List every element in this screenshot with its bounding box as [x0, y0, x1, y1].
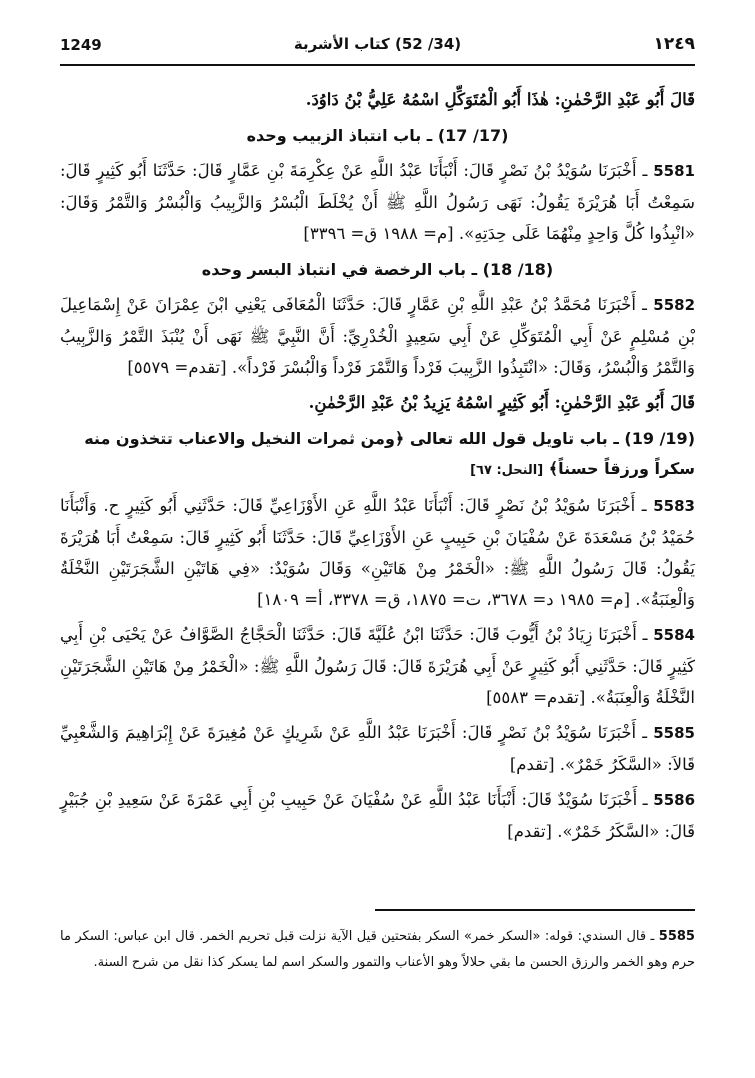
- hadith-5585: [60, 717, 695, 780]
- page-number-latin: 1249: [60, 36, 102, 54]
- hadith-number: 5585: [653, 724, 695, 742]
- hadith-text: ـ أَخْبَرَنَا سُوَيْدٌ قَالَ: أَنْبَأَنَا عَبْدُ اللَّهِ عَنْ سُفْيَانَ عَنْ حَبِيبِ بْنِ أَبِي عَمْرَةَ عَنْ سَعِيدِ بْنِ جُبَيْرٍ قَالَ: «السَّكَرُ خَمْرٌ». [تقدم]: [60, 790, 695, 841]
- page-header: [60, 30, 695, 66]
- hadith-number: 5581: [653, 162, 695, 180]
- hadith-number: 5584: [653, 626, 695, 644]
- commentary-line: قَالَ أَبُو عَبْدِ الرَّحْمٰنِ: أَبُو كَثِيرٍ اسْمُهُ يَزِيدُ بْنُ عَبْدِ الرَّحْمٰنِ.: [308, 393, 695, 412]
- hadith-text: ـ أَخْبَرَنَا مُحَمَّدُ بْنُ عَبْدِ اللَّهِ بْنِ عَمَّارٍ قَالَ: حَدَّثَنَا الْمُعَافَى يَعْنِي ابْنَ عِمْرَانَ عَنْ إِسْمَاعِيلَ بْنِ مُسْلِمٍ عَنْ أَبِي الْمُتَوَكِّلِ عَنْ أَبِي سَعِيدٍ الْخُدْرِيِّ: أَنَّ النَّبِيَّ ﷺ نَهَى أَنْ يُنْبَذَ التَّمْرُ وَالزَّبِيبُ وَالتَّمْرُ وَالْبُسْرُ، وَقَالَ: «انْتَبِذُوا الزَّبِيبَ فَرْداً وَالتَّمْرَ فَرْداً وَالْبُسْرَ فَرْداً». [تقدم= ٥٥٧٩]: [60, 295, 695, 377]
- chapter-title: (34/ 52) كتاب الأشربة: [293, 35, 462, 53]
- hadith-number: 5586: [653, 791, 696, 809]
- commentary-line: قَالَ أَبُو عَبْدِ الرَّحْمٰنِ: هٰذَا أَبُو الْمُتَوَكِّلِ اسْمُهُ عَلِيُّ بْنُ دَاوُدَ.: [305, 90, 695, 109]
- section-heading-19: [60, 424, 695, 486]
- hadith-text: ـ أَخْبَرَنَا سُوَيْدُ بْنُ نَصْرٍ قَالَ: أَنْبَأَنَا عَبْدُ اللَّهِ عَنْ عِكْرِمَةَ بْنِ عَمَّارٍ قَالَ: حَدَّثَنَا أَبُو كَثِيرٍ قَالَ: سَمِعْتُ أَبَا هُرَيْرَةَ يَقُولُ: نَهَى رَسُولُ اللَّهِ ﷺ أَنْ يُخْلَطَ الْبُسْرُ وَالزَّبِيبُ وَالْبُسْرُ وَالتَّمْرُ وَقَالَ: «انْبِذُوا كُلَّ وَاحِدٍ مِنْهُمَا عَلَى حِدَتِهِ». [م= ١٩٨٨ ق= ٣٣٩٦]: [60, 161, 695, 243]
- page-number-arabic: ١٢٤٩: [653, 34, 695, 54]
- hadith-5581: [60, 155, 695, 249]
- hadith-5583: [60, 490, 695, 615]
- section-heading-17: (17/ 17) ـ باب انتباذ الزبيب وحده: [246, 126, 509, 145]
- hadith-text: ـ أَخْبَرَنَا سُوَيْدُ بْنُ نَصْرٍ قَالَ: أَخْبَرَنَا عَبْدُ اللَّهِ عَنْ شَرِيكٍ عَنْ مُغِيرَةَ عَنْ إِبْرَاهِيمَ وَالشَّعْبِيِّ قَالاَ: «السَّكَرُ خَمْرٌ». [تقدم]: [60, 723, 695, 774]
- hadith-5584: [60, 619, 695, 713]
- hadith-5582: [60, 289, 695, 383]
- footnote-number: 5585: [658, 929, 695, 944]
- heading-text: (19/ 19) ـ باب تاويل قول الله تعالى ﴿ومن ثمرات النخيل والاعناب تتخذون منه سكراً ورزقاً حسناً﴾: [84, 429, 695, 478]
- hadith-number: 5582: [653, 296, 696, 314]
- hadith-5586: [60, 784, 695, 847]
- hadith-number: 5583: [653, 497, 695, 515]
- quran-reference: [النحل: ٦٧]: [470, 463, 544, 478]
- section-heading-18: (18/ 18) ـ باب الرخصة في انتباذ البسر وحده: [201, 260, 554, 279]
- page-body: [60, 84, 695, 847]
- footnote: [60, 924, 695, 976]
- hadith-text: ـ أَخْبَرَنَا سُوَيْدُ بْنُ نَصْرٍ قَالَ: أَنْبَأَنَا عَبْدُ اللَّهِ عَنِ الأَوْزَاعِيِّ قَالَ: حَدَّثَنِي أَبُو كَثِيرٍ ح. وَأَنْبَأَنَا حُمَيْدُ بْنُ مَسْعَدَةَ عَنْ سُفْيَانَ بْنِ حَبِيبٍ عَنِ الأَوْزَاعِيِّ قَالَ: حَدَّثَنَا أَبُو كَثِيرٍ قَالَ: سَمِعْتُ أَبَا هُرَيْرَةَ يَقُولُ: قَالَ رَسُولُ اللَّهِ ﷺ: «الْخَمْرُ مِنْ هَاتَيْنِ» وَقَالَ سُوَيْدٌ: «فِي هَاتَيْنِ الشَّجَرَتَيْنِ النَّخْلَةُ وَالْعِنَبَةُ». [م= ١٩٨٥ د= ٣٦٧٨، ت= ١٨٧٥، ق= ٣٣٧٨، أ= ١٨٠٩]: [60, 496, 695, 609]
- footnote-divider: [375, 909, 695, 911]
- footnote-text: ـ قال السندي: قوله: «السكر خمر» السكر بفتحتين قيل الآية نزلت قبل تحريم الخمر. قال ابن عباس: السكر ما حرم وهو الخمر والرزق الحسن ما بقي حلالاً وهو الأعناب والتمور والسكر اسم لما يسكر كذا نقل من شرح السنة.: [60, 929, 695, 970]
- hadith-text: ـ أَخْبَرَنَا زِيَادُ بْنُ أَيُّوبَ قَالَ: حَدَّثَنَا ابْنُ عُلَيَّةَ قَالَ: حَدَّثَنَا الْحَجَّاجُ الصَّوَّافُ عَنْ يَحْيَى بْنِ أَبِي كَثِيرٍ قَالَ: حَدَّثَنِي أَبُو كَثِيرٍ عَنْ أَبِي هُرَيْرَةَ قَالَ: قَالَ رَسُولُ اللَّهِ ﷺ: «الْخَمْرُ مِنْ هَاتَيْنِ الشَّجَرَتَيْنِ النَّخْلَةُ وَالْعِنَبَةُ». [تقدم= ٥٥٨٣]: [60, 625, 695, 707]
